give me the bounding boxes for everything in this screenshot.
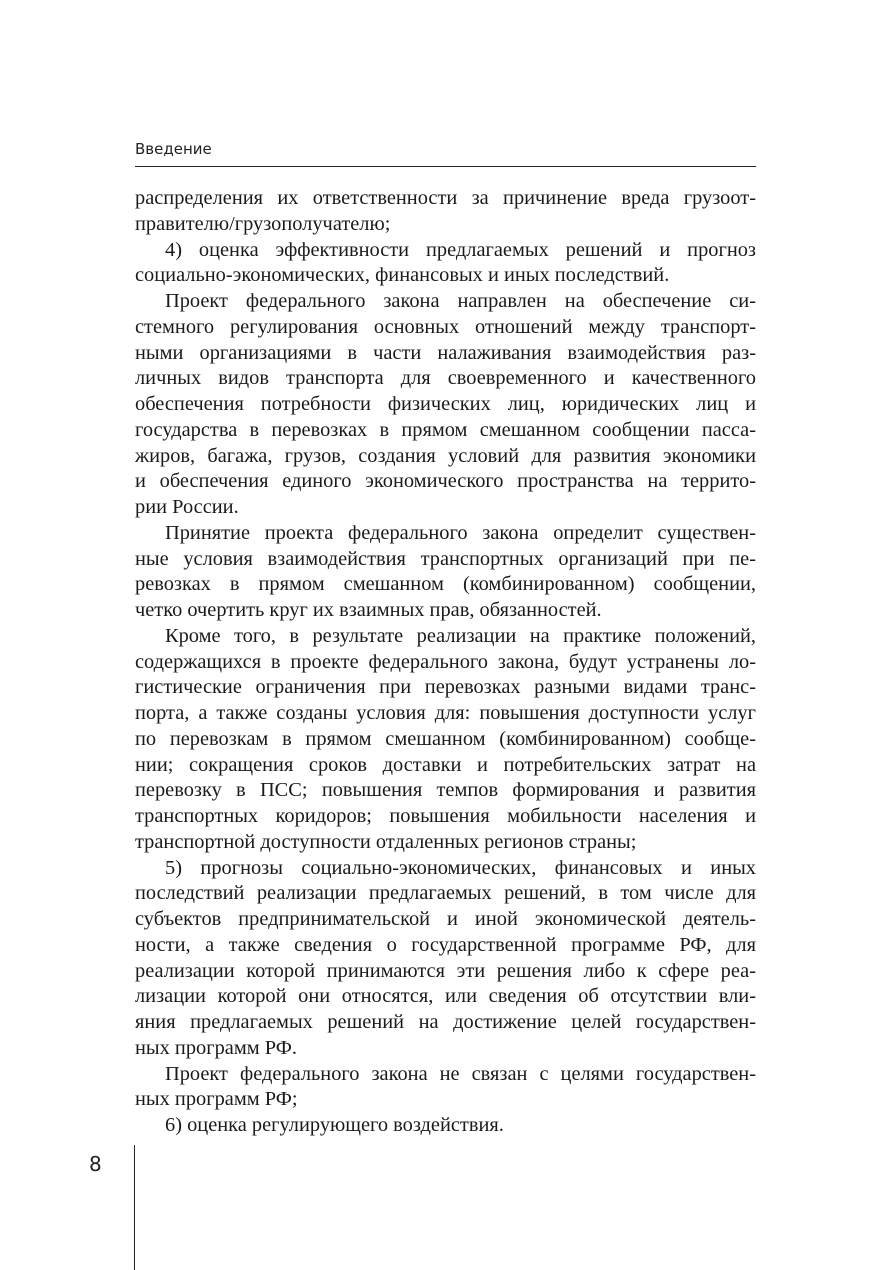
text-line: по перевозкам в прямом смешанном (комбинированном) сообще- — [135, 727, 756, 750]
text-line: и обеспечения единого экономического пространства на террито- — [135, 470, 756, 493]
text-line: субъектов предпринимательской и иной экономической деятель- — [135, 908, 756, 930]
text-line: распределения их ответственности за причинение вреда грузоот- — [135, 187, 756, 209]
page-number: 8 — [89, 1152, 102, 1176]
text-line: четко очертить круг их взаимных прав, обязанностей. — [135, 599, 602, 621]
text-line: обеспечения потребности физических лиц, юридических лиц и — [135, 393, 756, 415]
text-line: транспортной доступности отдаленных регионов страны; — [135, 830, 637, 853]
text-line: гистические ограничения при перевозках разными видами транс- — [135, 676, 756, 699]
text-line: 5) прогнозы социально-экономических, финансовых и иных — [165, 856, 756, 879]
body-text — [135, 186, 756, 1139]
text-line: 6) оценка регулирующего воздействия. — [165, 1114, 504, 1136]
text-line: Проект федерального закона направлен на обеспечение си- — [165, 290, 756, 312]
text-line: социально-экономических, финансовых и иных последствий. — [135, 264, 670, 287]
page-number-rule — [134, 1145, 135, 1270]
text-line: реализации которой принимаются эти решения либо к сфере реа- — [135, 959, 756, 982]
text-line: ные условия взаимодействия транспортных организаций при пе- — [135, 547, 756, 570]
text-line: яния предлагаемых решений на достижение целей государствен- — [135, 1011, 756, 1033]
text-line: лизации которой они относятся, или сведения об отсутствии вли- — [135, 985, 756, 1008]
text-line: 4) оценка эффективности предлагаемых решений и прогноз — [165, 238, 756, 261]
text-line: Проект федерального закона не связан с целями государствен- — [165, 1062, 756, 1085]
text-line: порта, а также созданы условия для: повышения доступности услуг — [135, 702, 756, 724]
text-line: личных видов транспорта для своевременного и качественного — [135, 367, 756, 390]
text-line: государства в перевозках в прямом смешанном сообщении пасса- — [135, 418, 756, 441]
text-line: ревозках в прямом смешанном (комбинированном) сообщении, — [135, 573, 756, 596]
text-line: ных программ РФ. — [135, 1036, 297, 1059]
text-line: содержащихся в проекте федерального закона, будут устранены ло- — [135, 650, 756, 673]
text-line: ными организациями в части налаживания взаимодействия раз- — [135, 341, 756, 364]
text-line: жиров, багажа, грузов, создания условий для развития экономики — [135, 444, 756, 467]
text-line: рии России. — [135, 496, 239, 518]
text-line: Кроме того, в результате реализации на практике положений, — [165, 624, 756, 647]
text-line: стемного регулирования основных отношений между транспорт- — [135, 315, 756, 338]
text-line: последствий реализации предлагаемых решений, в том числе для — [135, 882, 756, 905]
text-line: Принятие проекта федерального закона определит существен- — [165, 521, 756, 544]
text-line: правителю/грузополучателю; — [135, 212, 391, 235]
running-head-title: Введение — [135, 140, 212, 158]
text-line: нии; сокращения сроков доставки и потребительских затрат на — [135, 753, 756, 776]
text-line: ных программ РФ; — [135, 1088, 298, 1111]
text-line: ности, а также сведения о государственной программе РФ, для — [135, 933, 756, 956]
header-rule — [135, 166, 756, 167]
text-line: транспортных коридоров; повышения мобильности населения и — [135, 805, 756, 827]
text-line: перевозку в ПСС; повышения темпов формирования и развития — [135, 779, 756, 802]
